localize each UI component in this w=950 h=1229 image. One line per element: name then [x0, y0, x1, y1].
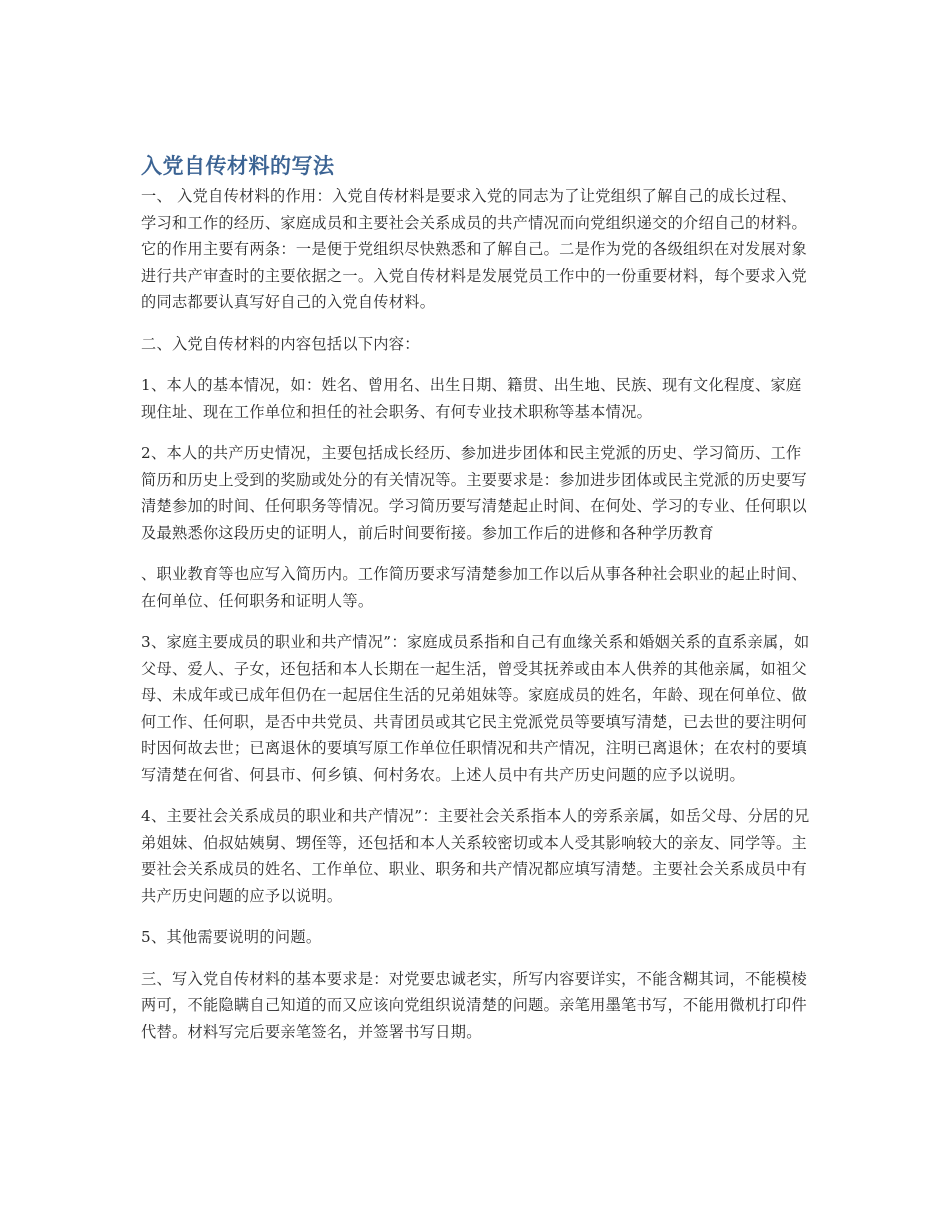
document-body: [141, 150, 811, 1060]
document-title: 入党自传材料的写法: [141, 154, 335, 178]
paragraph-contents-intro: 二、入党自传材料的内容包括以下内容：: [141, 334, 420, 353]
paragraph-history-continued: 、职业教育等也应写入简历内。工作简历要求写清楚参加工作以后从事各种社会职业的起止时间、在何单位、任何职务和证明人等。: [141, 565, 807, 610]
paragraph-family: 3、家庭主要成员的职业和共产情况”：家庭成员系指和自己有血缘关系和婚姻关系的直系亲属，如父母、爱人、子女，还包括和本人长期在一起生活，曾受其抚养或由本人供养的其他亲属，如祖父母、未成年或已成年但仍在一起居住生活的兄弟姐妹等。家庭成员的姓名，年龄、现在何单位、做何工作、任何职，是否中共党员、共青团员或其它民主党派党员等要填写清楚，已去世的要注明何时因何故去世；已离退休的要填写原工作单位任职情况和共产情况，注明已离退休；在农村的要填写清楚在何省、何县市、何乡镇、何村务农。上述人员中有共产历史问题的应予以说明。: [141, 633, 810, 784]
paragraph-other: 5、其他需要说明的问题。: [141, 928, 322, 946]
paragraph-social-relations: 4、主要社会关系成员的职业和共产情况”：主要社会关系指本人的旁系亲属，如岳父母、分居的兄弟姐妹、伯叔姑姨舅、甥侄等，还包括和本人关系较密切或本人受其影响较大的亲友、同学等。主要社会关系成员的姓名、工作单位、职业、职务和共产情况都应填写清楚。主要社会关系成员中有共产历史问题的应予以说明。: [141, 807, 810, 905]
paragraph-basic-info: 1、本人的基本情况，如：姓名、曾用名、出生日期、籍贯、出生地、民族、现有文化程度、家庭现住址、现在工作单位和担任的社会职务、有何专业技术职称等基本情况。: [141, 376, 802, 421]
paragraph-purpose: 一、 入党自传材料的作用：入党自传材料是要求入党的同志为了让党组织了解自己的成长过程、学习和工作的经历、家庭成员和主要社会关系成员的共产情况而向党组织递交的介绍自己的材料。它的作用主要有两条：一是便于党组织尽快熟悉和了解自己。二是作为党的各级组织在对发展对象进行共产审查时的主要依据之一。入党自传材料是发展党员工作中的一份重要材料，每个要求入党的同志都要认真写好自己的入党自传材料。: [141, 187, 807, 311]
paragraph-history: 2、本人的共产历史情况，主要包括成长经历、参加进步团体和民主党派的历史、学习简历、工作简历和历史上受到的奖励或处分的有关情况等。主要要求是：参加进步团体或民主党派的历史要写清楚参加的时间、任何职务等情况。学习简历要写清楚起止时间、在何处、学习的专业、任何职以及最熟悉你这段历史的证明人，前后时间要衔接。参加工作后的进修和各种学历教育: [141, 444, 807, 542]
paragraph-requirements: 三、写入党自传材料的基本要求是：对党要忠诚老实，所写内容要详实，不能含糊其词，不能模棱两可，不能隐瞒自己知道的而又应该向党组织说清楚的问题。亲笔用墨笔书写，不能用微机打印件代替。材料写完后要亲笔签名，并签署书写日期。: [141, 969, 807, 1041]
